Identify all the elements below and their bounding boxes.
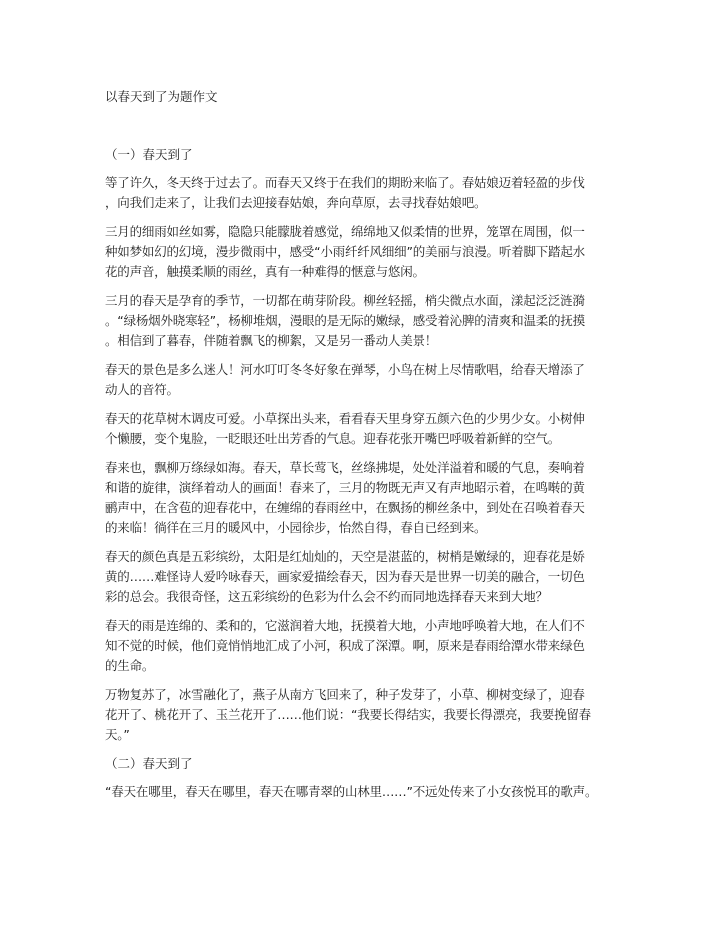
paragraph (105, 458, 645, 538)
paragraph (105, 616, 645, 676)
paragraph-line: 春天的花草树木调皮可爱。小草探出头来，看看春天里身穿五颜六色的少男少女。小树伸 (105, 411, 585, 426)
paragraph (105, 173, 645, 213)
paragraph-line: 个懒腰，变个鬼脸，一眨眼还吐出芳香的气息。迎春花张开嘴巴呼吸着新鲜的空气。 (105, 431, 561, 446)
paragraph-line: 种如梦如幻的幻境，漫步微雨中，感受“小雨纤纤风细细”的美丽与浪漫。听着脚下踏起水 (105, 244, 585, 259)
paragraph-line: 春天的雨是连绵的、柔和的，它滋润着大地，抚摸着大地，小声地呼唤着大地，在人们不 (105, 618, 585, 633)
paragraph-line: 。“绿杨烟外晓寒轻”，杨柳堆烟，漫眼的是无际的嫩绿，感受着沁脾的清爽和温柔的抚摸 (105, 313, 585, 328)
paragraph-line: 动人的音符。 (105, 382, 179, 397)
paragraph-line: 春天的颜色真是五彩缤纷，太阳是红灿灿的，天空是湛蓝的，树梢是嫩绿的，迎春花是娇 (105, 549, 585, 564)
paragraph-line: 。相信到了暮春，伴随着飘飞的柳絮，又是另一番动人美景！ (105, 333, 438, 348)
paragraph (105, 291, 645, 351)
paragraph (105, 685, 645, 745)
paragraph-line: 花开了、桃花开了、玉兰花开了……他们说：“我要长得结实，我要长得漂亮，我要挽留春 (105, 707, 591, 722)
paragraph-line: 黄的……难怪诗人爱吟咏春天，画家爱描绘春天，因为春天是世界一切美的融合，一切色 (105, 569, 585, 584)
section-heading: （一）春天到了 (105, 147, 193, 162)
paragraph-line: 的来临！徜徉在三月的暖风中，小园徐步，怡然自得，春自已经到来。 (105, 520, 487, 535)
paragraph (105, 547, 645, 607)
paragraph (105, 360, 645, 400)
paragraph-line: 万物复苏了，冰雪融化了，燕子从南方飞回来了，种子发芽了，小草、柳树变绿了，迎春 (105, 687, 585, 702)
paragraph-line: 等了许久，冬天终于过去了。而春天又终于在我们的期盼来临了。春姑娘迈着轻盈的步伐 (105, 175, 585, 190)
document-body (105, 145, 645, 811)
paragraph-line: 知不觉的时候，他们竟悄悄地汇成了小河，积成了深潭。啊，原来是春雨给潭水带来绿色 (105, 638, 585, 653)
paragraph-line: 三月的细雨如丝如雾，隐隐只能朦胧着感觉，绵绵地又似柔情的世界，笼罩在周围，似一 (105, 224, 585, 239)
paragraph-line: ，向我们走来了，让我们去迎接春姑娘，奔向草原，去寻找春姑娘吧。 (105, 195, 487, 210)
paragraph-line: 和谐的旋律，演绎着动人的画面！春来了，三月的物既无声又有声地昭示着，在鸣啭的黄 (105, 480, 585, 495)
paragraph (105, 222, 645, 282)
paragraph-line: 天。” (105, 727, 130, 742)
paragraph-line: 春来也，飘柳万绦绿如海。春天，草长莺飞，丝绦拂堤，处处洋溢着和暖的气息，奏响着 (105, 460, 585, 475)
paragraph-line: 鹂声中，在含苞的迎春花中，在缠绵的春雨丝中，在飘扬的柳丝条中，到处在召唤着春天 (105, 500, 585, 515)
paragraph-line: 彩的总会。我很奇怪，这五彩缤纷的色彩为什么会不约而同地选择春天来到大地？ (105, 589, 548, 604)
paragraph (105, 782, 645, 802)
paragraph (105, 409, 645, 449)
paragraph-line: 春天的景色是多么迷人！河水叮叮冬冬好象在弹琴，小鸟在树上尽情歌唱，给春天增添了 (105, 362, 585, 377)
paragraph-line: 三月的春天是孕育的季节，一切都在萌芽阶段。柳丝轻摇，梢尖微点水面，漾起泛泛涟漪 (105, 293, 585, 308)
section-heading: （二）春天到了 (105, 756, 193, 771)
document-title: 以春天到了为题作文 (105, 89, 218, 104)
paragraph-line: “春天在哪里，春天在哪里，春天在哪青翠的山林里……”不远处传来了小女孩悦耳的歌声。 (105, 784, 598, 799)
paragraph-line: 花的声音，触摸柔顺的雨丝，真有一种难得的惬意与悠闲。 (105, 264, 425, 279)
paragraph-line: 的生命。 (105, 658, 155, 673)
